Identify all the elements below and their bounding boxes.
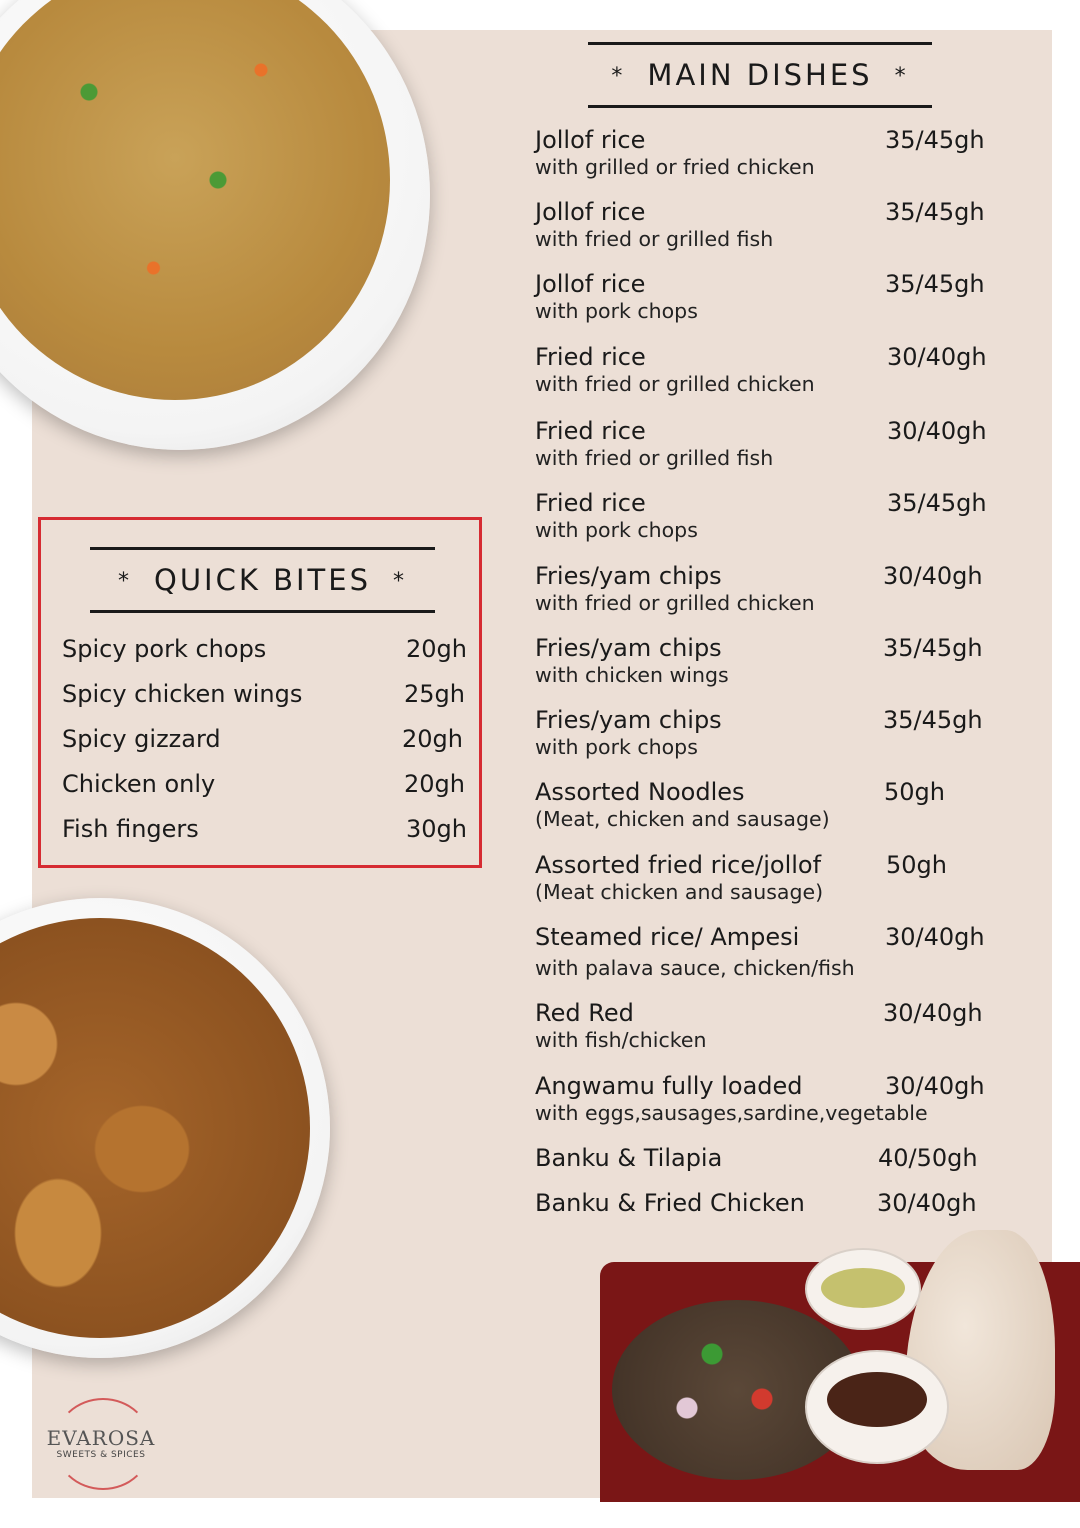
quick-bite-item xyxy=(62,680,472,708)
dish-description: with fried or grilled chicken xyxy=(535,372,815,396)
header-rule-bottom xyxy=(588,105,932,108)
dish-description: with fried or grilled fish xyxy=(535,446,774,470)
dish-name: Banku & Fried Chicken xyxy=(535,1189,805,1217)
star-icon: * xyxy=(118,569,132,594)
dish-name: Fries/yam chips xyxy=(535,706,722,734)
menu-item xyxy=(535,562,1005,616)
logo-tagline: SWEETS & SPICES xyxy=(56,1450,146,1460)
quick-bite-name: Fish fingers xyxy=(62,815,199,843)
menu-item xyxy=(535,1144,1005,1172)
menu-item xyxy=(535,198,1005,252)
menu-item xyxy=(535,270,1005,324)
dish-price: 35/45gh xyxy=(883,706,983,734)
menu-item xyxy=(535,489,1005,543)
menu-item xyxy=(535,999,1005,1053)
star-icon: * xyxy=(392,569,407,594)
evarosa-logo xyxy=(38,1398,164,1492)
dish-price: 50gh xyxy=(886,851,947,879)
dish-price: 35/45gh xyxy=(883,634,983,662)
dish-name: Fries/yam chips xyxy=(535,634,722,662)
menu-item xyxy=(535,778,1005,832)
quick-bite-name: Spicy pork chops xyxy=(62,635,267,663)
dish-price: 30/40gh xyxy=(885,1072,985,1100)
dish-name: Steamed rice/ Ampesi xyxy=(535,923,800,951)
header-rule-bottom xyxy=(90,610,435,613)
dish-description: with fried or grilled chicken xyxy=(535,591,815,615)
dish-description: with grilled or fried chicken xyxy=(535,155,815,179)
dish-name: Jollof rice xyxy=(535,270,646,298)
quick-bite-price: 25gh xyxy=(404,680,465,708)
dish-description: with pork chops xyxy=(535,299,698,323)
pepper-sauce-bowl-image xyxy=(805,1248,921,1330)
dish-price: 30/40gh xyxy=(883,999,983,1027)
dish-price: 35/45gh xyxy=(885,198,985,226)
menu-item xyxy=(535,343,1005,397)
menu-item xyxy=(535,851,1005,905)
menu-item xyxy=(535,126,1005,180)
quick-bite-price: 20gh xyxy=(402,725,463,753)
dish-price: 50gh xyxy=(884,778,945,806)
dish-name: Fries/yam chips xyxy=(535,562,722,590)
dish-description: (Meat, chicken and sausage) xyxy=(535,807,830,831)
dish-price: 30/40gh xyxy=(883,562,983,590)
dish-description: with pork chops xyxy=(535,518,698,542)
main-dishes-header xyxy=(588,42,932,108)
header-rule-top xyxy=(90,547,435,550)
dish-name: Assorted Noodles xyxy=(535,778,745,806)
dish-description: with pork chops xyxy=(535,735,698,759)
quick-bite-name: Spicy chicken wings xyxy=(62,680,303,708)
dish-description: with fish/chicken xyxy=(535,1028,707,1052)
quick-bite-item xyxy=(62,635,472,663)
menu-item xyxy=(535,706,1005,760)
quick-bite-price: 20gh xyxy=(406,635,467,663)
dish-price: 30/40gh xyxy=(885,923,985,951)
dish-price: 30/40gh xyxy=(887,417,987,445)
dish-name: Banku & Tilapia xyxy=(535,1144,723,1172)
dish-name: Jollof rice xyxy=(535,198,646,226)
dish-price: 35/45gh xyxy=(885,126,985,154)
dish-description: with chicken wings xyxy=(535,663,729,687)
dish-name: Fried rice xyxy=(535,417,646,445)
dish-price: 40/50gh xyxy=(878,1144,978,1172)
star-icon: * xyxy=(894,64,909,89)
dish-name: Red Red xyxy=(535,999,634,1027)
logo-brand-name: EVAROSA xyxy=(46,1426,156,1450)
quick-bites-header xyxy=(90,547,435,613)
menu-item xyxy=(535,1189,1005,1217)
main-dishes-title-text: MAIN DISHES xyxy=(647,58,873,92)
quick-bites-title-text: QUICK BITES xyxy=(154,563,371,597)
dish-description: with eggs,sausages,sardine,vegetable xyxy=(535,1101,928,1125)
quick-bite-item xyxy=(62,815,472,843)
dish-price: 30/40gh xyxy=(887,343,987,371)
dish-name: Assorted fried rice/jollof xyxy=(535,851,822,879)
quick-bite-item xyxy=(62,770,472,798)
quick-bite-name: Chicken only xyxy=(62,770,216,798)
star-icon: * xyxy=(611,64,626,89)
dish-description: with palava sauce, chicken/fish xyxy=(535,956,855,980)
shito-sauce-bowl-image xyxy=(805,1350,949,1464)
dish-price: 35/45gh xyxy=(887,489,987,517)
dish-price: 30/40gh xyxy=(877,1189,977,1217)
dish-name: Fried rice xyxy=(535,489,646,517)
menu-item xyxy=(535,417,1005,471)
dish-name: Angwamu fully loaded xyxy=(535,1072,803,1100)
dish-description: (Meat chicken and sausage) xyxy=(535,880,824,904)
quick-bite-item xyxy=(62,725,472,753)
menu-item xyxy=(535,634,1005,688)
menu-item xyxy=(535,923,1005,981)
quick-bites-title xyxy=(90,563,435,597)
dish-price: 35/45gh xyxy=(885,270,985,298)
menu-item xyxy=(535,1072,1005,1126)
dish-name: Fried rice xyxy=(535,343,646,371)
quick-bite-price: 20gh xyxy=(404,770,465,798)
main-dishes-title xyxy=(588,58,932,92)
header-rule-top xyxy=(588,42,932,45)
dish-name: Jollof rice xyxy=(535,126,646,154)
quick-bite-name: Spicy gizzard xyxy=(62,725,221,753)
dish-description: with fried or grilled fish xyxy=(535,227,774,251)
quick-bite-price: 30gh xyxy=(406,815,467,843)
